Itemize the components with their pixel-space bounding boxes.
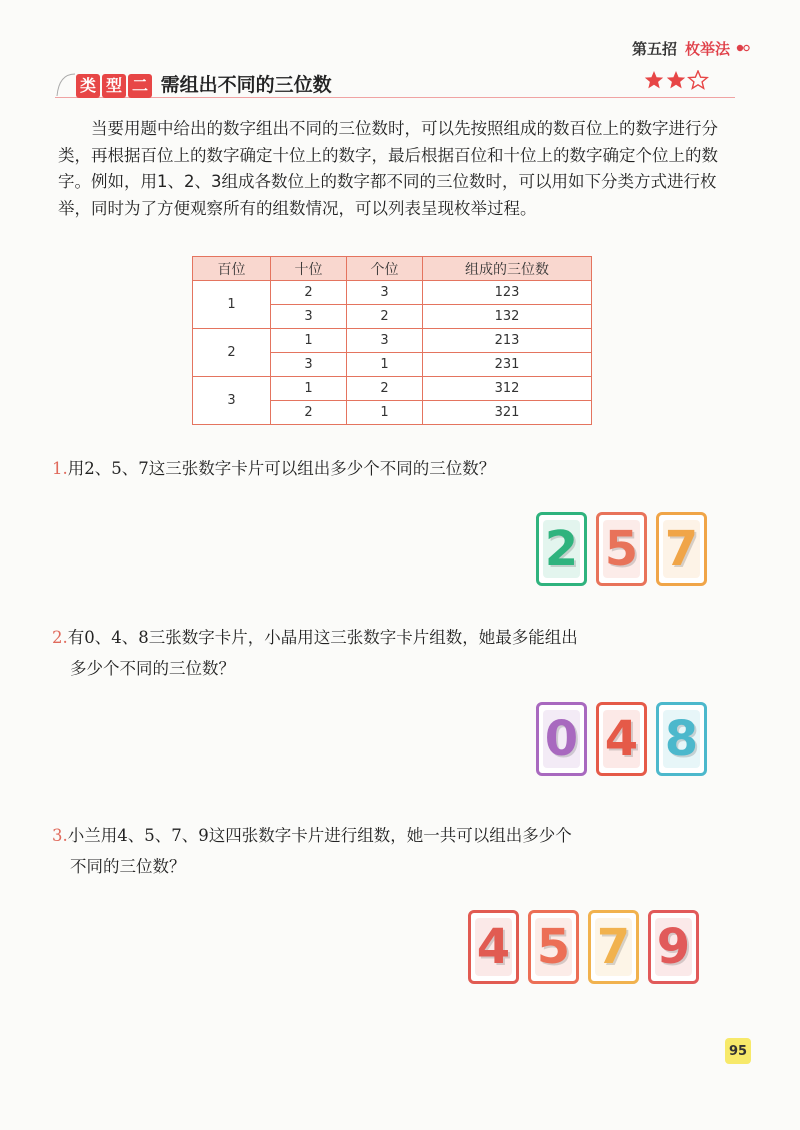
chapter-label [632, 38, 730, 59]
card-group-3 [468, 910, 699, 984]
section-title: 需组出不同的三位数 [160, 74, 332, 96]
ones-cell: 1 [347, 401, 423, 425]
number-card [656, 512, 707, 586]
ones-cell: 2 [347, 305, 423, 329]
tens-cell: 2 [271, 281, 347, 305]
star-filled-icon [667, 71, 685, 88]
enumeration-table [192, 256, 592, 425]
number-card [468, 910, 519, 984]
number-card [536, 702, 587, 776]
hundreds-cell: 3 [193, 377, 271, 425]
section-badge-char: 二 [128, 74, 152, 98]
header-tens: 十位 [271, 257, 347, 281]
tens-cell: 1 [271, 377, 347, 401]
question-text-continued: 不同的三位数？ [70, 857, 186, 876]
dot-arrow-icon [736, 44, 750, 52]
card-digit: 4 [476, 919, 511, 975]
card-digit: 8 [664, 711, 699, 767]
section-heading [76, 70, 332, 98]
table-header-row [193, 257, 592, 281]
number-card [596, 702, 647, 776]
ones-cell: 3 [347, 281, 423, 305]
difficulty-stars [643, 70, 713, 90]
hundreds-cell: 1 [193, 281, 271, 329]
page-number: 95 [725, 1038, 751, 1064]
table-row [193, 281, 592, 305]
question-number: 2. [52, 628, 68, 647]
result-cell: 231 [423, 353, 592, 377]
question-text: 小兰用4、5、7、9这四张数字卡片进行组数，她一共可以组出多少个 [67, 826, 572, 845]
tens-cell: 3 [271, 305, 347, 329]
star-filled-icon [645, 71, 663, 88]
card-digit: 7 [596, 919, 631, 975]
ones-cell: 2 [347, 377, 423, 401]
result-cell: 123 [423, 281, 592, 305]
card-group-1 [536, 512, 707, 586]
tens-cell: 2 [271, 401, 347, 425]
question-2 [52, 622, 732, 684]
card-digit: 4 [604, 711, 639, 767]
header-result: 组成的三位数 [423, 257, 592, 281]
number-card [656, 702, 707, 776]
card-digit: 0 [544, 711, 579, 767]
number-card [596, 512, 647, 586]
hundreds-cell: 2 [193, 329, 271, 377]
card-digit: 9 [656, 919, 691, 975]
header-ones: 个位 [347, 257, 423, 281]
chapter-method: 枚举法 [684, 40, 730, 58]
intro-paragraph: 当要用题中给出的数字组出不同的三位数时，可以先按照组成的数百位上的数字进行分类，再根据百位上的数字确定十位上的数字，最后根据百位和十位上的数字确定个位上的数字。例如，用1、2、3组成各数位上的数字都不同的三位数时，可以用如下分类方式进行枚举，同时为了方便观察所有的组数情况，可以列表呈现枚举过程。 [58, 119, 718, 218]
star-outline-icon [689, 71, 707, 88]
card-digit: 2 [544, 521, 579, 577]
tens-cell: 1 [271, 329, 347, 353]
number-card [536, 512, 587, 586]
chapter-number: 第五招 [631, 40, 677, 58]
result-cell: 132 [423, 305, 592, 329]
tens-cell: 3 [271, 353, 347, 377]
question-number: 3. [52, 826, 68, 845]
question-text-continued: 多少个不同的三位数？ [70, 659, 235, 678]
header-hundreds: 百位 [193, 257, 271, 281]
question-number: 1. [52, 459, 68, 478]
ones-cell: 1 [347, 353, 423, 377]
section-badge-char: 型 [102, 74, 126, 98]
card-digit: 5 [604, 521, 639, 577]
number-card [648, 910, 699, 984]
section-badge-char: 类 [76, 74, 100, 98]
card-group-2 [536, 702, 707, 776]
number-card [528, 910, 579, 984]
question-1 [52, 453, 732, 484]
result-cell: 312 [423, 377, 592, 401]
card-digit: 5 [536, 919, 571, 975]
number-card [588, 910, 639, 984]
result-cell: 213 [423, 329, 592, 353]
result-cell: 321 [423, 401, 592, 425]
question-text: 有0、4、8三张数字卡片，小晶用这三张数字卡片组数，她最多能组出 [67, 628, 578, 647]
table-row [193, 377, 592, 401]
ones-cell: 3 [347, 329, 423, 353]
table-row [193, 329, 592, 353]
question-text: 用2、5、7这三张数字卡片可以组出多少个不同的三位数？ [67, 459, 496, 478]
question-3 [52, 820, 732, 882]
card-digit: 7 [664, 521, 699, 577]
